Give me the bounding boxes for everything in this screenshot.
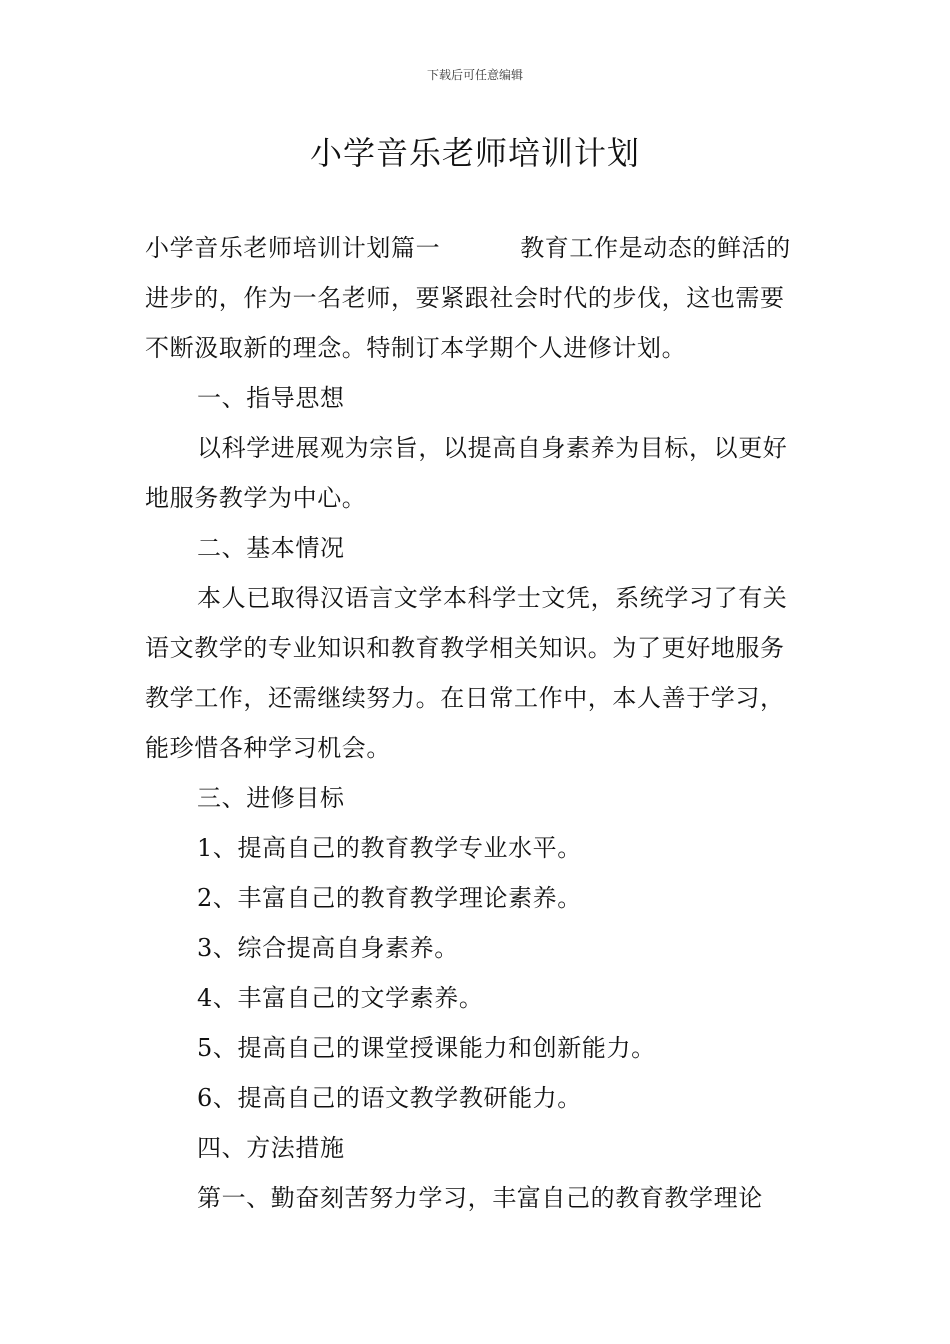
document-title: 小学音乐老师培训计划 [309, 134, 640, 172]
goal-item: 4、丰富自己的文学素养。 [197, 984, 484, 1012]
intro-lead: 小学音乐老师培训计划篇一 [145, 234, 441, 262]
section-heading-goals: 三、进修目标 [197, 784, 345, 812]
paragraph-basic: 本人已取得汉语言文学本科学士文凭，系统学习了有关语文教学的专业知识和教育教学相关知识。为了更好地服务教学工作，还需继续努力。在日常工作中，本人善于学习，能珍惜各种学习机会。 [145, 584, 788, 762]
intro-text: 教育工作是动态的鲜活的进步的，作为一名老师，要紧跟社会时代的步伐，这也需要不断汲取新的理念。特制订本学期个人进修计划。 [145, 234, 791, 362]
section-heading-methods: 四、方法措施 [197, 1134, 345, 1162]
paragraph-guiding: 以科学进展观为宗旨，以提高自身素养为目标，以更好地服务教学为中心。 [145, 434, 788, 512]
intro-paragraph [145, 223, 807, 373]
goal-item: 3、综合提高自身素养。 [197, 934, 459, 962]
goal-item: 2、丰富自己的教育教学理论素养。 [197, 884, 582, 912]
header-note: 下载后可任意编辑 [426, 68, 523, 82]
section-heading-basic: 二、基本情况 [197, 534, 345, 562]
goal-item: 5、提高自己的课堂授课能力和创新能力。 [197, 1034, 656, 1062]
goal-item: 6、提高自己的语文教学教研能力。 [197, 1084, 582, 1112]
document-body [145, 223, 807, 1223]
section-heading-guiding: 一、指导思想 [197, 384, 345, 412]
goal-item: 1、提高自己的教育教学专业水平。 [197, 834, 582, 862]
paragraph-methods: 第一、勤奋刻苦努力学习，丰富自己的教育教学理论 [197, 1184, 763, 1212]
